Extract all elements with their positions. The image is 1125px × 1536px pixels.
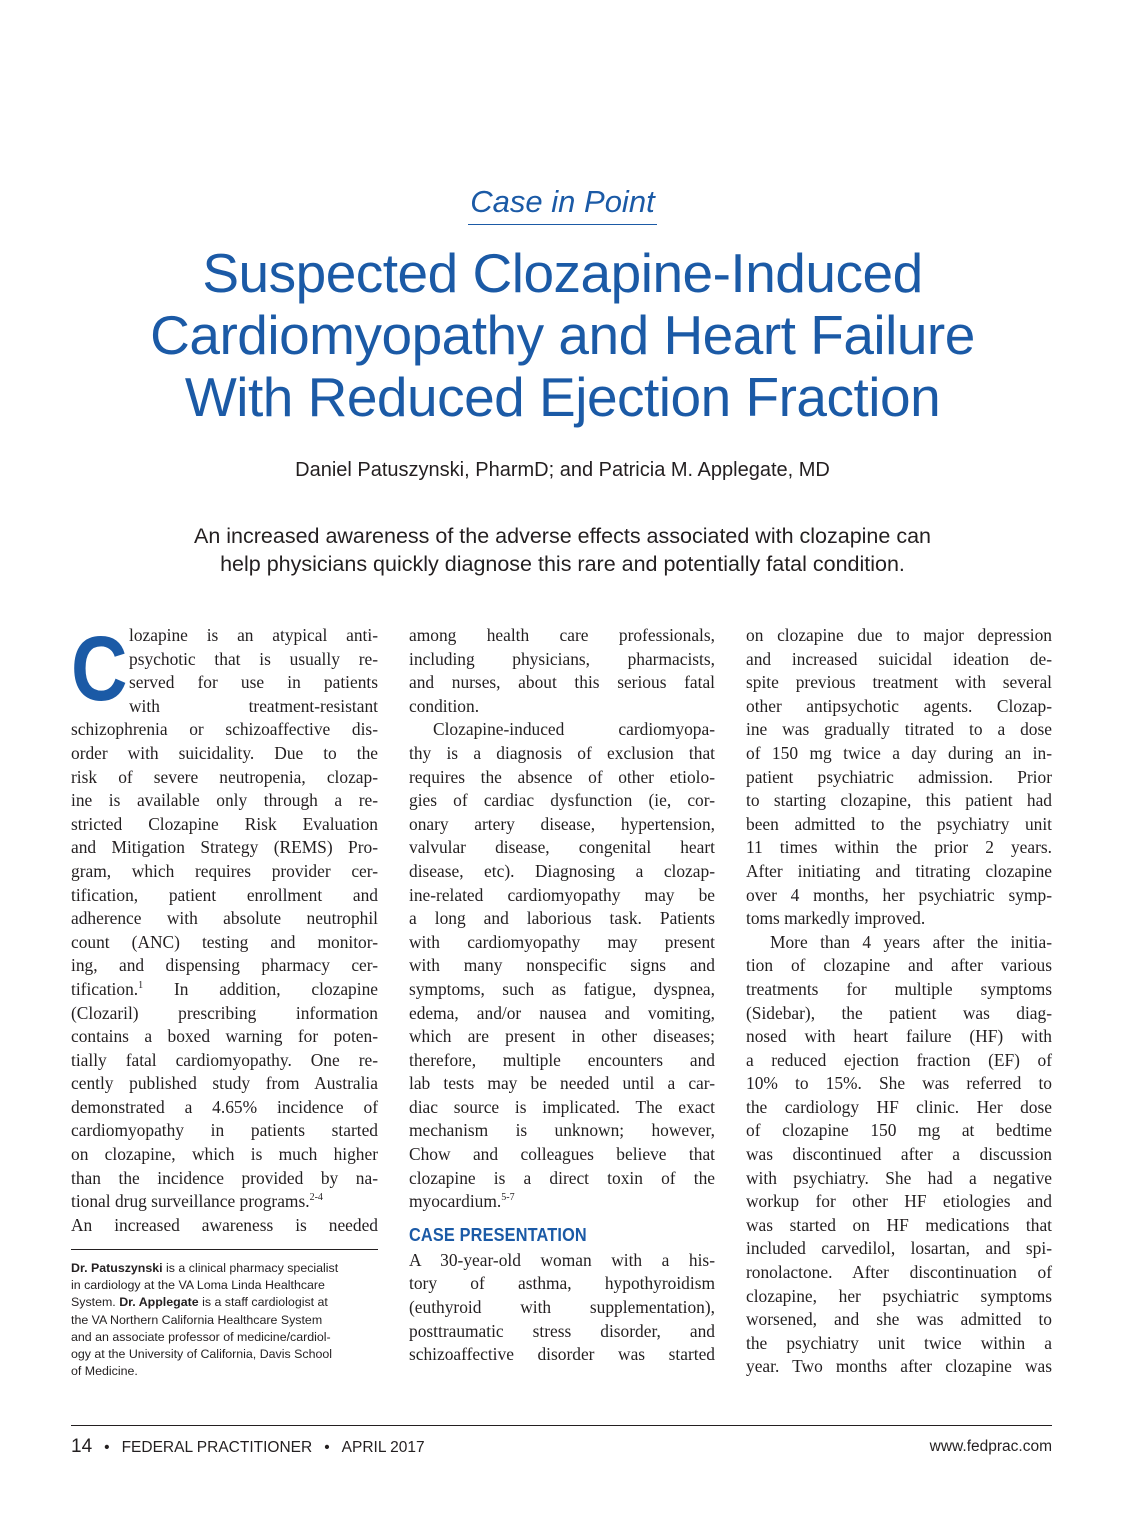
text-fragment: myocardium. bbox=[409, 1191, 502, 1212]
bio-line: of Medicine. bbox=[71, 1364, 138, 1379]
page-number: 14 bbox=[71, 1436, 93, 1457]
text-line: toms markedly improved. bbox=[746, 908, 926, 929]
text-line: cently published study from Australia bbox=[71, 1073, 378, 1094]
text-line: a reduced ejection fraction (EF) of bbox=[746, 1049, 1052, 1070]
text-line: which are present in other diseases; bbox=[409, 1026, 715, 1047]
title-line: With Reduced Ejection Fraction bbox=[184, 366, 941, 428]
text-line: onary artery disease, hypertension, bbox=[409, 813, 715, 834]
body-column-1 bbox=[71, 618, 378, 1237]
text-line: (Clozaril) prescribing information bbox=[71, 1002, 378, 1023]
author-bio bbox=[71, 1249, 378, 1380]
text-line: nosed with heart failure (HF) with bbox=[746, 1026, 1052, 1047]
text-line: schizophrenia or schizoaffective dis- bbox=[71, 719, 378, 740]
text-line: over 4 months, her psychiatric symp- bbox=[746, 884, 1052, 905]
text-line: count (ANC) testing and monitor- bbox=[71, 931, 378, 952]
text-fragment: is a staff cardiologist at bbox=[198, 1295, 328, 1310]
text-line: to starting clozapine, this patient had bbox=[746, 790, 1052, 811]
dek-line: help physicians quickly diagnose this rare and potentially fatal condition. bbox=[220, 552, 905, 576]
text-line: stricted Clozapine Risk Evaluation bbox=[71, 813, 378, 834]
text-line: the cardiology HF clinic. Her dose bbox=[746, 1096, 1052, 1117]
text-line: lozapine is an atypical anti- bbox=[129, 625, 378, 645]
text-line bbox=[409, 1190, 715, 1214]
text-line: workup for other HF etiologies and bbox=[746, 1191, 1052, 1212]
text-line: with psychiatry. She had a negative bbox=[746, 1167, 1052, 1188]
article-dek bbox=[80, 522, 1045, 578]
text-line: including physicians, pharmacists, bbox=[409, 648, 715, 669]
text-line: requires the absence of other etiolo- bbox=[409, 766, 715, 787]
citation-ref: 2-4 bbox=[309, 1192, 323, 1204]
text-line: spite previous treatment with several bbox=[746, 672, 1052, 693]
text-line: treatments for multiple symptoms bbox=[746, 978, 1052, 999]
text-line: ing, and dispensing pharmacy cer- bbox=[71, 955, 378, 976]
text-line: An increased awareness is needed bbox=[71, 1214, 378, 1235]
drop-cap: C bbox=[71, 618, 128, 720]
text-line: Chow and colleagues believe that bbox=[409, 1144, 715, 1165]
footer-folio bbox=[71, 1436, 425, 1458]
text-line: was started on HF medications that bbox=[746, 1214, 1052, 1235]
text-line: a long and laborious task. Patients bbox=[409, 908, 715, 929]
text-line: disease, etc). Diagnosing a clozap- bbox=[409, 860, 715, 881]
text-line: gies of cardiac dysfunction (ie, cor- bbox=[409, 790, 715, 811]
text-line: contains a boxed warning for poten- bbox=[71, 1026, 378, 1047]
text-line: tory of asthma, hypothyroidism bbox=[409, 1273, 715, 1294]
text-line: and Mitigation Strategy (REMS) Pro- bbox=[71, 837, 378, 858]
text-line: (euthyroid with supplementation), bbox=[409, 1297, 715, 1318]
bio-line: the VA Northern California Healthcare System bbox=[71, 1312, 323, 1327]
section-kicker-wrap bbox=[0, 184, 1125, 225]
bio-line bbox=[71, 1294, 378, 1311]
text-line: clozapine is a direct toxin of the bbox=[409, 1167, 715, 1188]
section-heading: CASE PRESENTATION bbox=[409, 1223, 587, 1245]
text-line: year. Two months after clozapine was bbox=[746, 1356, 1052, 1377]
text-line: tion of clozapine and after various bbox=[746, 955, 1052, 976]
text-fragment: tional drug surveillance programs. bbox=[71, 1191, 310, 1212]
text-line: patient psychiatric admission. Prior bbox=[746, 766, 1052, 787]
text-line: the psychiatry unit twice within a bbox=[746, 1332, 1052, 1353]
author-name: Dr. Patuszynski bbox=[71, 1261, 163, 1275]
text-line: (Sidebar), the patient was diag- bbox=[746, 1002, 1052, 1023]
text-line: of 150 mg twice a day during an in- bbox=[746, 742, 1052, 763]
dropcap-block bbox=[71, 618, 378, 720]
text-line: symptoms, such as fatigue, dyspnea, bbox=[409, 978, 715, 999]
text-line: mechanism is unknown; however, bbox=[409, 1120, 715, 1141]
citation-ref: 1 bbox=[138, 980, 144, 992]
citation-ref: 5-7 bbox=[501, 1192, 515, 1204]
bio-line bbox=[71, 1260, 378, 1277]
text-line: of clozapine 150 mg at bedtime bbox=[746, 1120, 1052, 1141]
text-line: on clozapine, which is much higher bbox=[71, 1144, 378, 1165]
text-line: ine is available only through a re- bbox=[71, 790, 378, 811]
text-fragment: is a clinical pharmacy specialist bbox=[162, 1261, 339, 1275]
separator-dot: • bbox=[324, 1439, 330, 1456]
text-line: ine was gradually titrated to a dose bbox=[746, 719, 1052, 740]
text-line: among health care professionals, bbox=[409, 625, 715, 645]
text-line bbox=[71, 1190, 378, 1214]
text-line: order with suicidality. Due to the bbox=[71, 742, 378, 763]
text-line: been admitted to the psychiatry unit bbox=[746, 813, 1052, 834]
journal-name: FEDERAL PRACTITIONER bbox=[121, 1439, 313, 1456]
text-line: was discontinued after a discussion bbox=[746, 1144, 1052, 1165]
text-line: than the incidence provided by na- bbox=[71, 1167, 378, 1188]
section-kicker: Case in Point bbox=[468, 184, 656, 225]
text-line: served for use in patients bbox=[129, 672, 378, 693]
text-line bbox=[71, 978, 378, 1002]
text-line: with many nonspecific signs and bbox=[409, 955, 715, 976]
text-line: other antipsychotic agents. Clozap- bbox=[746, 695, 1052, 716]
text-line: posttraumatic stress disorder, and bbox=[409, 1320, 715, 1341]
body-column-2 bbox=[409, 624, 715, 1367]
title-line: Suspected Clozapine-Induced bbox=[202, 242, 923, 304]
issue-date: APRIL 2017 bbox=[341, 1439, 425, 1456]
text-line: risk of severe neutropenia, clozap- bbox=[71, 766, 378, 787]
text-line: diac source is implicated. The exact bbox=[409, 1096, 715, 1117]
text-line: lab tests may be needed until a car- bbox=[409, 1073, 715, 1094]
text-line: adherence with absolute neutrophil bbox=[71, 908, 378, 929]
title-line: Cardiomyopathy and Heart Failure bbox=[150, 304, 975, 366]
text-line: gram, which requires provider cer- bbox=[71, 860, 378, 881]
text-line: on clozapine due to major depression bbox=[746, 625, 1052, 645]
journal-url[interactable]: www.fedprac.com bbox=[929, 1438, 1052, 1455]
author-name: Dr. Applegate bbox=[119, 1295, 199, 1310]
text-fragment: tification. bbox=[71, 978, 139, 999]
text-line: condition. bbox=[409, 695, 480, 716]
dek-line: An increased awareness of the adverse effects associated with clozapine can bbox=[193, 524, 931, 548]
text-line: 11 times within the prior 2 years. bbox=[746, 837, 1052, 858]
text-line: valvular disease, congenital heart bbox=[409, 837, 715, 858]
article-title bbox=[60, 242, 1065, 428]
text-line: with cardiomyopathy may present bbox=[409, 931, 715, 952]
text-line: and nurses, about this serious fatal bbox=[409, 672, 715, 693]
text-line: with treatment-resistant bbox=[129, 695, 378, 716]
text-line: included carvedilol, losartan, and spi- bbox=[746, 1238, 1052, 1259]
text-line: Clozapine-induced cardiomyopa- bbox=[433, 719, 715, 740]
text-line: After initiating and titrating clozapine bbox=[746, 860, 1052, 881]
text-line: More than 4 years after the initia- bbox=[770, 931, 1052, 952]
body-column-3 bbox=[746, 624, 1052, 1379]
bio-line: ogy at the University of California, Davis School bbox=[71, 1347, 333, 1362]
separator-dot: • bbox=[104, 1439, 110, 1456]
text-line: thy is a diagnosis of exclusion that bbox=[409, 742, 715, 763]
text-line: schizoaffective disorder was started bbox=[409, 1344, 715, 1365]
text-line: therefore, multiple encounters and bbox=[409, 1049, 715, 1070]
text-fragment: In addition, clozapine bbox=[143, 978, 378, 999]
text-line: worsened, and she was admitted to bbox=[746, 1309, 1052, 1330]
text-line: demonstrated a 4.65% incidence of bbox=[71, 1096, 378, 1117]
footer-divider bbox=[71, 1425, 1052, 1426]
text-line: tification, patient enrollment and bbox=[71, 884, 378, 905]
text-line: 10% to 15%. She was referred to bbox=[746, 1073, 1052, 1094]
text-fragment: System. bbox=[71, 1295, 120, 1310]
text-line: psychotic that is usually re- bbox=[129, 648, 378, 669]
text-line: ine-related cardiomyopathy may be bbox=[409, 884, 715, 905]
text-line: ronolactone. After discontinuation of bbox=[746, 1262, 1052, 1283]
text-line: and increased suicidal ideation de- bbox=[746, 648, 1052, 669]
text-line: A 30-year-old woman with a his- bbox=[409, 1249, 715, 1270]
text-line: tially fatal cardiomyopathy. One re- bbox=[71, 1049, 378, 1070]
text-line: cardiomyopathy in patients started bbox=[71, 1120, 378, 1141]
bio-line: and an associate professor of medicine/cardiol- bbox=[71, 1329, 331, 1344]
byline: Daniel Patuszynski, PharmD; and Patricia M. Applegate, MD bbox=[295, 459, 830, 481]
bio-line: in cardiology at the VA Loma Linda Healthcare bbox=[71, 1278, 325, 1293]
text-line: edema, and/or nausea and vomiting, bbox=[409, 1002, 715, 1023]
text-line: clozapine, her psychiatric symptoms bbox=[746, 1285, 1052, 1306]
